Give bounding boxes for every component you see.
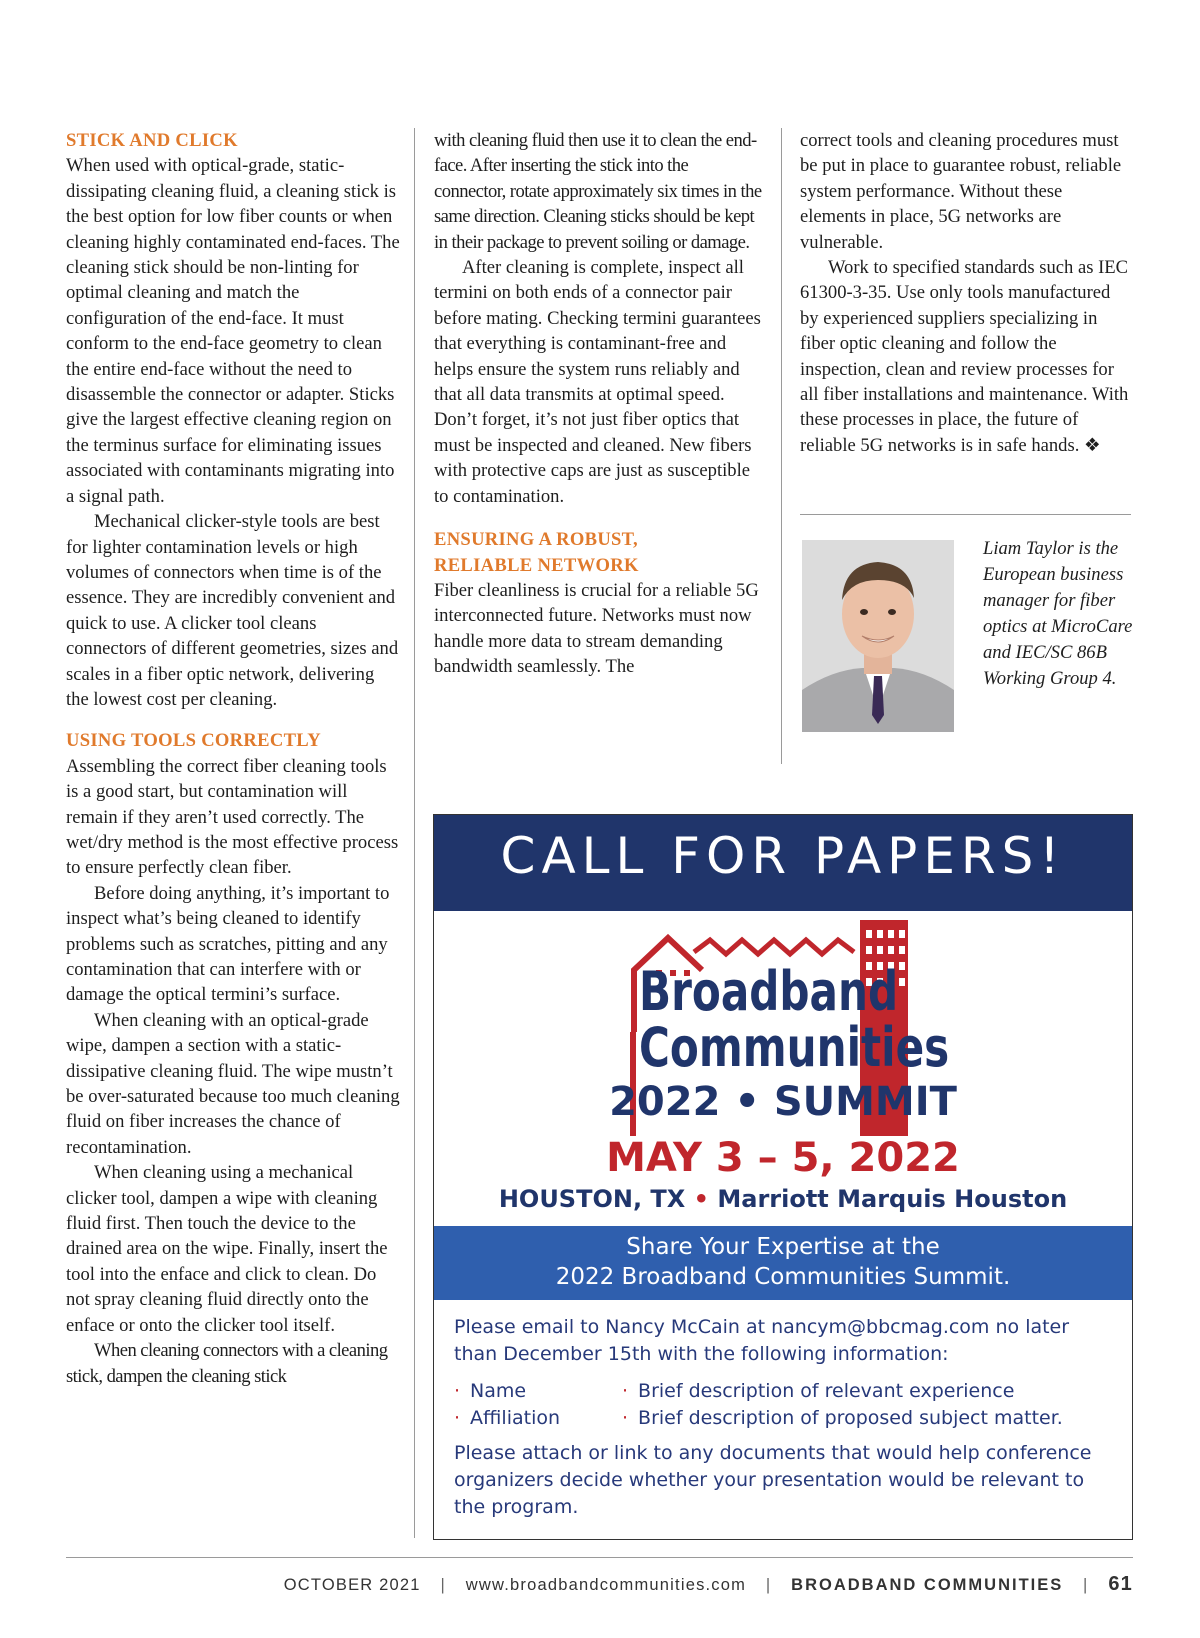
heading-line: RELIABLE NETWORK — [434, 554, 639, 576]
ad-blue-band — [434, 1226, 1132, 1300]
bullet-item — [454, 1378, 526, 1405]
venue-city: HOUSTON, TX — [498, 1185, 686, 1213]
paragraph: When cleaning connectors with a cleaning stick, dampen the cleaning stick — [66, 1340, 388, 1387]
footer-magazine-name: BROADBAND COMMUNITIES — [791, 1576, 1064, 1594]
ad-closing: Please attach or link to any documents that would help conference organizers decide whether your presentation would be relevant to the program. — [454, 1442, 1092, 1518]
bullet-text: Brief description of relevant experience — [638, 1380, 1015, 1402]
band-line-1: Share Your Expertise at the — [626, 1234, 940, 1260]
paragraph-text: Work to specified standards such as IEC 61300-3-35. Use only tools manufactured by experienced suppliers specializing in fiber optic cleaning and follow the inspection, clean and review processes for all fiber installations and maintenance. With these processes in place, the future of reliable 5G networks is in safe hands. — [800, 257, 1129, 456]
footer-rule — [66, 1557, 1133, 1558]
bullet-text: Affiliation — [470, 1407, 561, 1429]
paragraph: Before doing anything, it’s important to inspect what’s being cleaned to identify problems such as scratches, pitting and any contamination that can interfere with or damage the optical termini’s surface. — [66, 882, 390, 1006]
heading-using-tools-correctly: USING TOOLS CORRECTLY — [66, 730, 321, 752]
author-bio: Liam Taylor is the European business manager for fiber optics at MicroCare and IEC/SC 86B Working Group 4. — [983, 538, 1133, 689]
call-for-papers-ad[interactable] — [433, 814, 1133, 1540]
ad-instructions: Please email to Nancy McCain at nancym@bbcmag.com no later than December 15th with the following information: — [454, 1316, 1070, 1365]
column-1 — [66, 128, 400, 1389]
bullet-row — [454, 1378, 1114, 1405]
venue-separator: • — [693, 1185, 709, 1213]
bullet-icon: · — [454, 1380, 461, 1402]
bullet-text: Name — [470, 1380, 527, 1402]
ad-title: CALL FOR PAPERS! — [500, 827, 1066, 885]
band-line-2: 2022 Broadband Communities Summit. — [555, 1264, 1011, 1290]
author-photo — [802, 540, 954, 732]
footer-date: OCTOBER 2021 — [283, 1576, 421, 1594]
end-mark-icon: ❖ — [1084, 434, 1101, 456]
logo-word-broadband: Broadband — [639, 960, 899, 1023]
column-3 — [800, 128, 1130, 458]
summit-label: 2022 • SUMMIT — [609, 1079, 957, 1125]
paragraph: with cleaning fluid then use it to clean the end-face. After inserting the stick into the connector, rotate approximately six times in the same direction. Cleaning sticks should be kept in their package to prevent soiling or damage. — [434, 130, 762, 253]
event-dates: MAY 3 – 5, 2022 — [606, 1135, 960, 1181]
bullet-text: Brief description of proposed subject matter. — [638, 1407, 1063, 1429]
paragraph: Assembling the correct fiber cleaning tools is a good start, but contamination will remain if they aren’t used correctly. The wet/dry method is the most effective process to ensure perfectly clean fiber. — [66, 755, 399, 879]
footer-separator: | — [1083, 1576, 1089, 1594]
bullet-item — [622, 1405, 1063, 1432]
bio-divider — [800, 514, 1131, 515]
bullet-item — [622, 1378, 1014, 1405]
page-number: 61 — [1108, 1573, 1133, 1595]
paragraph: When cleaning with an optical-grade wipe, dampen a section with a static-dissipative cleaning fluid. The wipe mustn’t be over-saturated because too much cleaning fluid on fiber increases the chance of recontamination. — [66, 1009, 400, 1158]
ad-body — [454, 1314, 1114, 1521]
paragraph: correct tools and cleaning procedures must be put in place to guarantee robust, reliable system performance. Without these elements in place, 5G networks are vulnerable. — [800, 130, 1122, 253]
event-venue — [434, 1185, 1132, 1213]
heading-line: ENSURING A ROBUST, — [434, 529, 638, 551]
ad-header-banner — [434, 815, 1132, 911]
footer-url[interactable]: www.broadbandcommunities.com — [465, 1576, 747, 1594]
page-footer — [0, 1573, 1133, 1596]
heading-stick-and-click: STICK AND CLICK — [66, 130, 238, 151]
bullet-row — [454, 1405, 1114, 1432]
bullet-icon: · — [622, 1380, 629, 1402]
column-divider — [781, 128, 782, 764]
paragraph: Mechanical clicker-style tools are best for lighter contamination levels or high volumes of connectors when time is of the essence. They are incredibly convenient and quick to use. A clicker tool cleans connectors of different geometries, sizes and scales in a fiber optic network, delivering the lowest cost per cleaning. — [66, 511, 399, 710]
paragraph — [800, 255, 1130, 458]
paragraph: After cleaning is complete, inspect all termini on both ends of a connector pair before mating. Checking termini guarantees that everything is contaminant-free and helps ensure the system runs reliably and that all data transmits at optimal speed. Don’t forget, it’s not just fiber optics that must be inspected and cleaned. New fibers with protective caps are just as susceptible to contamination. — [434, 257, 761, 507]
footer-separator: | — [440, 1576, 446, 1594]
heading-ensuring-robust-network — [434, 527, 764, 578]
bullet-item — [454, 1405, 560, 1432]
paragraph: When cleaning using a mechanical clicker tool, dampen a wipe with cleaning fluid first. Then touch the device to the drained area on the wipe. Finally, insert the tool into the enface and click to clean. Do not spray cleaning fluid directly onto the enface or onto the clicker tool itself. — [66, 1162, 388, 1336]
column-2 — [434, 128, 764, 680]
paragraph: When used with optical-grade, static-dissipating cleaning fluid, a cleaning stick is the best option for low fiber counts or when cleaning highly contaminated end-faces. The cleaning stick should be non-linting for optimal cleaning and match the configuration of the end-face. It must conform to the end-face geometry to clean the entire end-face without the need to disassemble the connector or adapter. Sticks give the largest effective cleaning region on the terminus surface for eliminating issues associated with contaminants migrating into a signal path. — [66, 155, 400, 507]
logo-word-communities: Communities — [639, 1016, 950, 1079]
column-divider — [414, 128, 415, 1538]
bullet-icon: · — [622, 1407, 629, 1429]
paragraph: Fiber cleanliness is crucial for a reliable 5G interconnected future. Networks must now handle more data to stream demanding bandwidth seamlessly. The — [434, 579, 759, 678]
footer-separator: | — [765, 1576, 772, 1594]
venue-hotel: Marriott Marquis Houston — [717, 1185, 1068, 1213]
bullet-icon: · — [454, 1407, 461, 1429]
